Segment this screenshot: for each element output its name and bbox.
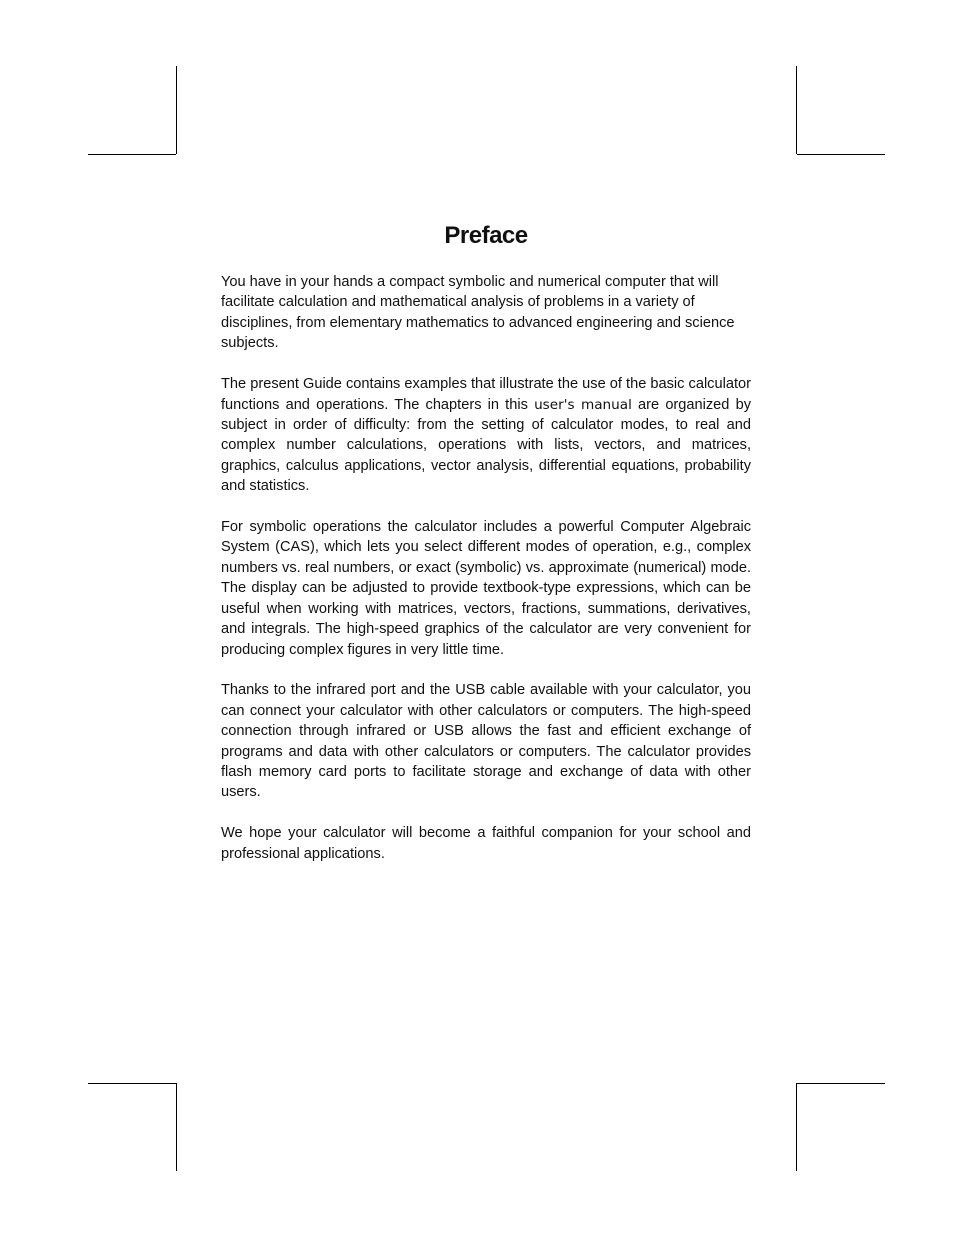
document-body — [221, 272, 751, 885]
paragraph-guide-contents-text-2: are organized by subject in order of difficulty: from the setting of calculator modes, to real and complex number calculations, operations with lists, vectors, and matrices, graphics, calculus applications, vector analysis, differential equations, probability and statistics. — [221, 396, 751, 495]
crop-mark-bottom-left-vertical — [176, 1083, 177, 1171]
paragraph-intro: You have in your hands a compact symbolic and numerical computer that will facilitate calculation and mathematical analysis of problems in a variety of disciplines, from elementary mathematics to advanced engineering and science subjects. — [221, 274, 735, 352]
crop-mark-bottom-right-horizontal — [797, 1083, 885, 1084]
paragraph-guide-contents-text-1: The present Guide contains examples that illustrate the use of the basic calculator functions and operations. The chapters in this — [221, 376, 751, 413]
paragraph-guide-contents — [221, 374, 751, 496]
paragraph-connectivity: Thanks to the infrared port and the USB cable available with your calculator, you can connect your calculator with other calculators or computers. The high-speed connection through infrared or USB allows the fast and efficient exchange of programs and data with other calculators or computers. The calculator provides flash memory card ports to facilitate storage and exchange of data with other users. — [221, 682, 751, 801]
crop-mark-top-right-vertical — [796, 66, 797, 154]
crop-mark-bottom-right-vertical — [796, 1083, 797, 1171]
crop-mark-top-right-horizontal — [797, 154, 885, 155]
users-manual-phrase: user's manual — [534, 396, 632, 413]
crop-mark-bottom-left-horizontal — [88, 1083, 176, 1084]
page-title: Preface — [444, 222, 528, 249]
crop-mark-top-left-horizontal — [88, 154, 176, 155]
paragraph-closing: We hope your calculator will become a faithful companion for your school and professional applications. — [221, 825, 751, 862]
crop-mark-top-left-vertical — [176, 66, 177, 154]
paragraph-cas: For symbolic operations the calculator includes a powerful Computer Algebraic System (CAS), which lets you select different modes of operation, e.g., complex numbers vs. real numbers, or exact (symbolic) vs. approximate (numerical) mode. The display can be adjusted to provide textbook-type expressions, which can be useful when working with matrices, vectors, fractions, summations, derivatives, and integrals. The high-speed graphics of the calculator are very convenient for producing complex figures in very little time. — [221, 519, 751, 658]
